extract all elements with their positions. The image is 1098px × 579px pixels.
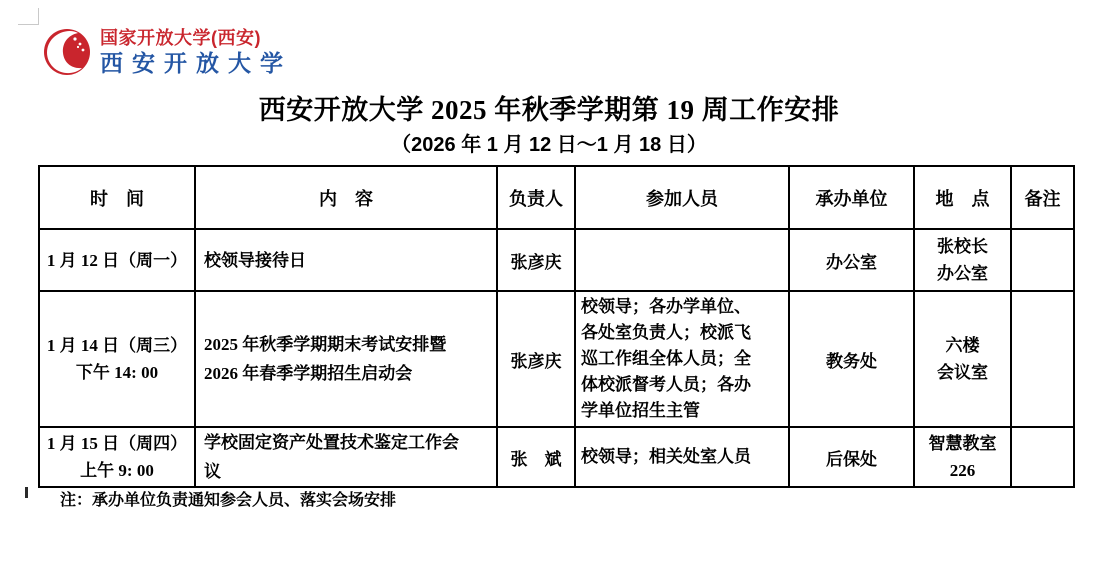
document-subtitle: （2026 年 1 月 12 日～1 月 18 日） (391, 134, 707, 156)
cell-participants (575, 229, 789, 291)
cell-location: 张校长 办公室 (914, 229, 1011, 291)
table-header-row (39, 166, 1074, 229)
logo-school-name: 西安开放大学 (100, 51, 292, 76)
cell-organizer: 教务处 (789, 291, 914, 427)
cell-location: 智慧教室 226 (914, 427, 1011, 487)
header-remark: 备注 (1011, 166, 1074, 229)
header-lead: 负责人 (497, 166, 575, 229)
cell-organizer: 后保处 (789, 427, 914, 487)
table-row (39, 229, 1074, 291)
header-location: 地 点 (914, 166, 1011, 229)
cell-time: 1 月 12 日（周一） (39, 229, 195, 291)
header-content: 内 容 (195, 166, 497, 229)
page-margin-corner-mark (18, 8, 39, 25)
cell-content: 学校固定资产处置技术鉴定工作会 议 (195, 427, 497, 487)
cell-content: 校领导接待日 (195, 229, 497, 291)
cell-content: 2025 年秋季学期期末考试安排暨 2026 年春季学期招生启动会 (195, 291, 497, 427)
cell-lead: 张彦庆 (497, 291, 575, 427)
cell-lead: 张 斌 (497, 427, 575, 487)
header-organizer: 承办单位 (789, 166, 914, 229)
header-participants: 参加人员 (575, 166, 789, 229)
cell-remark (1011, 427, 1074, 487)
cell-time: 1 月 14 日（周三） 下午 14: 00 (39, 291, 195, 427)
weekly-schedule-table (38, 165, 1075, 488)
logo-text-block (100, 25, 292, 78)
page-edge-fragment (25, 487, 28, 498)
cell-organizer: 办公室 (789, 229, 914, 291)
cell-time: 1 月 15 日（周四） 上午 9: 00 (39, 427, 195, 487)
cell-participants: 校领导；相关处室人员 (575, 427, 789, 487)
cell-participants: 校领导；各办学单位、 各处室负责人；校派飞 巡工作组全体人员；全 体校派督考人员；各办 学单位招生主管 (575, 291, 789, 427)
header-time: 时 间 (39, 166, 195, 229)
cell-remark (1011, 229, 1074, 291)
document-title: 西安开放大学 2025 年秋季学期第 19 周工作安排 (258, 95, 840, 125)
cell-lead: 张彦庆 (497, 229, 575, 291)
logo-org-name: 国家开放大学(西安) (100, 28, 261, 48)
university-logo (42, 25, 292, 78)
table-row (39, 427, 1074, 487)
table-row (39, 291, 1074, 427)
cell-location: 六楼 会议室 (914, 291, 1011, 427)
university-crest-icon (42, 25, 92, 77)
cell-remark (1011, 291, 1074, 427)
footer-note: 注：承办单位负责通知参会人员、落实会场安排 (60, 492, 397, 509)
